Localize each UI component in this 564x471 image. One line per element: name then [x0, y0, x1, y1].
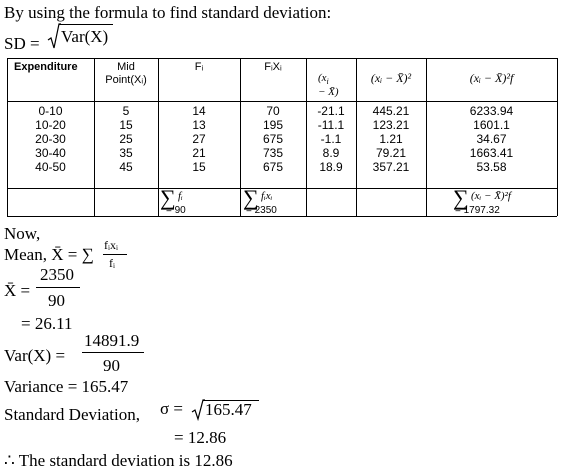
- table-cell-expenditure: 0-10: [38, 104, 63, 118]
- mean-formula-num: fᵢxᵢ: [104, 238, 118, 252]
- mean-result: = 26.11: [21, 314, 73, 333]
- header-mid: Mid: [117, 61, 135, 73]
- sd-result: = 12.86: [174, 428, 227, 447]
- table-cell-fi: 21: [192, 146, 206, 160]
- table-cell-deviation-squared: 79.21: [375, 146, 407, 160]
- sigma-label: σ =: [160, 399, 184, 418]
- table-cell-fixi: 195: [262, 118, 284, 132]
- header-mid-point: Point(Xᵢ): [105, 74, 147, 86]
- sigma-fi-icon: ∑: [160, 185, 176, 210]
- mean-label: Mean, X̄ = ∑: [4, 245, 94, 264]
- table-cell-expenditure: 40-50: [35, 160, 66, 174]
- table-cell-deviation-squared-f: 34.67: [476, 132, 507, 146]
- table-cell-fixi: 735: [262, 146, 284, 160]
- table-cell-deviation-squared: 445.21: [372, 104, 410, 118]
- table-cell-deviation: -1.1: [320, 132, 342, 146]
- var-numerator: 14891.9: [84, 331, 140, 350]
- table-cell-mid-point: 15: [119, 118, 133, 132]
- sd-label-text: Standard Deviation,: [4, 405, 140, 424]
- table-cell-fixi: 675: [262, 160, 284, 174]
- sqrt-icon: [47, 22, 61, 52]
- total-fi-symbol: fᵢ: [178, 190, 183, 202]
- mean-numerator: 2350: [40, 265, 74, 284]
- table-cell-expenditure: 10-20: [35, 118, 66, 132]
- table-cell-deviation: 18.9: [319, 160, 343, 174]
- sd-radicand-value: 165.47: [205, 400, 252, 419]
- xbar-label: X̄ =: [4, 281, 31, 300]
- table-cell-expenditure: 30-40: [35, 146, 66, 160]
- table-cell-deviation: 8.9: [322, 146, 340, 160]
- table-cell-mid-point: 35: [119, 146, 133, 160]
- table-cell-mid-point: 5: [122, 104, 130, 118]
- total-dev-value: = 1797.32: [455, 205, 500, 216]
- table-cell-deviation-squared-f: 6233.94: [469, 104, 514, 118]
- sigma-dev-icon: ∑: [453, 185, 469, 210]
- variance-result: Variance = 165.47: [4, 377, 129, 396]
- total-fi-value: = 90: [166, 205, 186, 216]
- table-cell-mid-point: 45: [119, 160, 133, 174]
- table-cell-mid-point: 25: [119, 132, 133, 146]
- table-cell-expenditure: 20-30: [35, 132, 66, 146]
- sd-label: SD =: [4, 34, 40, 53]
- intro-text: By using the formula to find standard deviation:: [4, 3, 332, 22]
- table-cell-fi: 15: [192, 160, 206, 174]
- mean-denominator: 90: [48, 291, 65, 310]
- total-fixi-symbol: fᵢxᵢ: [261, 190, 273, 202]
- header-deviation-line2: − X̄): [318, 86, 339, 98]
- header-deviation-squared: (xᵢ − X̄)²: [370, 71, 412, 85]
- header-expenditure: Expenditure: [14, 61, 78, 73]
- table-cell-deviation-squared-f: 1601.1: [473, 118, 510, 132]
- var-denominator: 90: [103, 356, 120, 375]
- sigma-fixi-icon: ∑: [243, 185, 259, 210]
- header-deviation: ($x_i$: [318, 72, 329, 87]
- total-dev-symbol: (xᵢ − X̄)²f: [471, 190, 511, 202]
- sd-radicand: Var(X): [61, 27, 109, 46]
- table-cell-deviation-squared-f: 53.58: [476, 160, 507, 174]
- total-fixi-value: = 2350: [246, 205, 277, 216]
- var-label: Var(X) =: [4, 346, 66, 365]
- now-label: Now,: [4, 224, 41, 243]
- table-cell-deviation: -11.1: [317, 118, 345, 132]
- mean-formula-den: fᵢ: [109, 256, 115, 270]
- table-cell-fixi: 675: [262, 132, 284, 146]
- table-cell-deviation-squared: 1.21: [379, 132, 403, 146]
- sqrt-icon: [191, 398, 205, 422]
- table-cell-deviation-squared: 357.21: [372, 160, 410, 174]
- conclusion: ∴ The standard deviation is 12.86: [4, 451, 233, 470]
- table-cell-fi: 27: [192, 132, 206, 146]
- table-cell-fixi: 70: [266, 104, 280, 118]
- table-cell-deviation-squared-f: 1663.41: [469, 146, 514, 160]
- header-deviation-squared-f: (xᵢ − X̄)²f: [469, 71, 514, 85]
- table-cell-fi: 13: [192, 118, 206, 132]
- table-cell-fi: 14: [192, 104, 206, 118]
- header-fixi: FᵢXᵢ: [264, 61, 282, 73]
- table-cell-deviation-squared: 123.21: [372, 118, 410, 132]
- table-cell-deviation: -21.1: [317, 104, 345, 118]
- header-fi: Fᵢ: [194, 61, 204, 73]
